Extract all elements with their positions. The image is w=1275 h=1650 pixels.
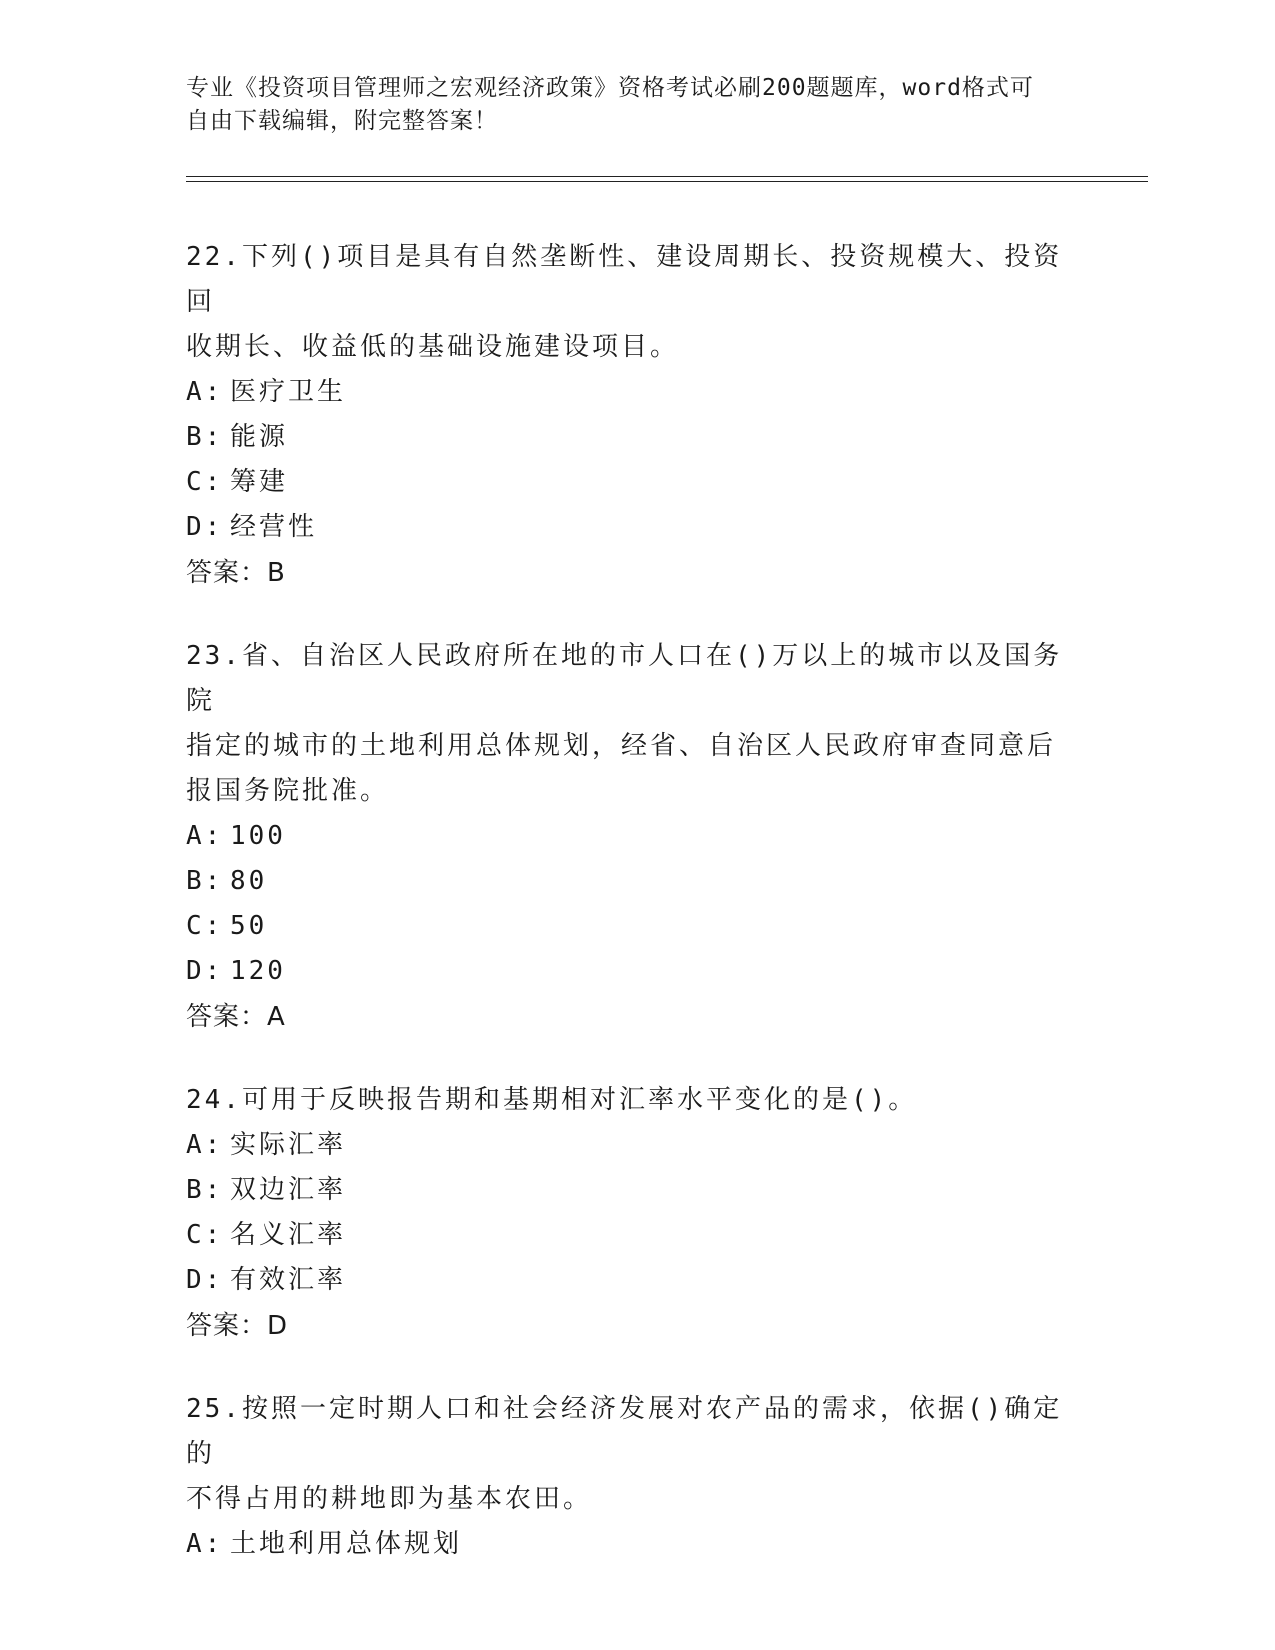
option-d xyxy=(186,949,1086,994)
document-header xyxy=(186,72,1066,138)
option-text: 50 xyxy=(230,911,268,941)
header-divider-top xyxy=(186,176,1148,177)
option-a xyxy=(186,1522,1086,1567)
answer-line: 答案：B xyxy=(186,558,286,588)
option-text: 双边汇率 xyxy=(230,1175,347,1205)
question-stem-line: 报国务院批准。 xyxy=(186,776,390,806)
option-letter: D: xyxy=(186,956,224,986)
header-line-2: 自由下载编辑，附完整答案！ xyxy=(186,108,498,134)
option-d xyxy=(186,505,1086,550)
option-text: 有效汇率 xyxy=(230,1265,347,1295)
option-a xyxy=(186,1123,1086,1168)
option-a xyxy=(186,814,1086,859)
option-c xyxy=(186,1213,1086,1258)
option-letter: A: xyxy=(186,1130,224,1160)
option-text: 能源 xyxy=(230,422,289,452)
question-22 xyxy=(186,235,1086,596)
option-c xyxy=(186,460,1086,505)
question-stem-line: 25.按照一定时期人口和社会经济发展对农产品的需求，依据()确定的 xyxy=(186,1394,1063,1469)
option-letter: B: xyxy=(186,422,224,452)
option-letter: D: xyxy=(186,512,224,542)
option-text: 120 xyxy=(230,956,286,986)
option-letter: C: xyxy=(186,911,224,941)
question-23 xyxy=(186,634,1086,1040)
header-line-1: 专业《投资项目管理师之宏观经济政策》资格考试必刷200题题库，word格式可 xyxy=(186,75,1034,101)
option-a xyxy=(186,370,1086,415)
option-b xyxy=(186,859,1086,904)
question-stem-line: 24.可用于反映报告期和基期相对汇率水平变化的是()。 xyxy=(186,1085,918,1115)
question-list xyxy=(186,235,1086,1605)
answer-line: 答案：A xyxy=(186,1002,286,1032)
option-b xyxy=(186,415,1086,460)
question-stem-line: 23.省、自治区人民政府所在地的市人口在()万以上的城市以及国务院 xyxy=(186,641,1063,716)
option-letter: B: xyxy=(186,1175,224,1205)
option-text: 医疗卫生 xyxy=(230,377,347,407)
question-stem-line: 不得占用的耕地即为基本农田。 xyxy=(186,1484,593,1514)
option-text: 实际汇率 xyxy=(230,1130,347,1160)
option-letter: C: xyxy=(186,1220,224,1250)
option-letter: A: xyxy=(186,1529,224,1559)
answer-line: 答案：D xyxy=(186,1311,289,1341)
option-text: 土地利用总体规划 xyxy=(230,1529,463,1559)
option-letter: D: xyxy=(186,1265,224,1295)
option-text: 名义汇率 xyxy=(230,1220,347,1250)
option-text: 100 xyxy=(230,821,286,851)
question-stem-line: 指定的城市的土地利用总体规划，经省、自治区人民政府审查同意后 xyxy=(186,731,1057,761)
option-letter: A: xyxy=(186,821,224,851)
option-letter: A: xyxy=(186,377,224,407)
option-b xyxy=(186,1168,1086,1213)
question-stem-line: 收期长、收益低的基础设施建设项目。 xyxy=(186,332,680,362)
option-letter: B: xyxy=(186,866,224,896)
question-24 xyxy=(186,1078,1086,1349)
option-text: 筹建 xyxy=(230,467,289,497)
option-c xyxy=(186,904,1086,949)
question-25 xyxy=(186,1387,1086,1567)
question-stem-line: 22.下列()项目是具有自然垄断性、建设周期长、投资规模大、投资回 xyxy=(186,242,1063,317)
option-text: 经营性 xyxy=(230,512,318,542)
option-text: 80 xyxy=(230,866,268,896)
option-d xyxy=(186,1258,1086,1303)
header-divider-bottom xyxy=(186,181,1148,182)
option-letter: C: xyxy=(186,467,224,497)
